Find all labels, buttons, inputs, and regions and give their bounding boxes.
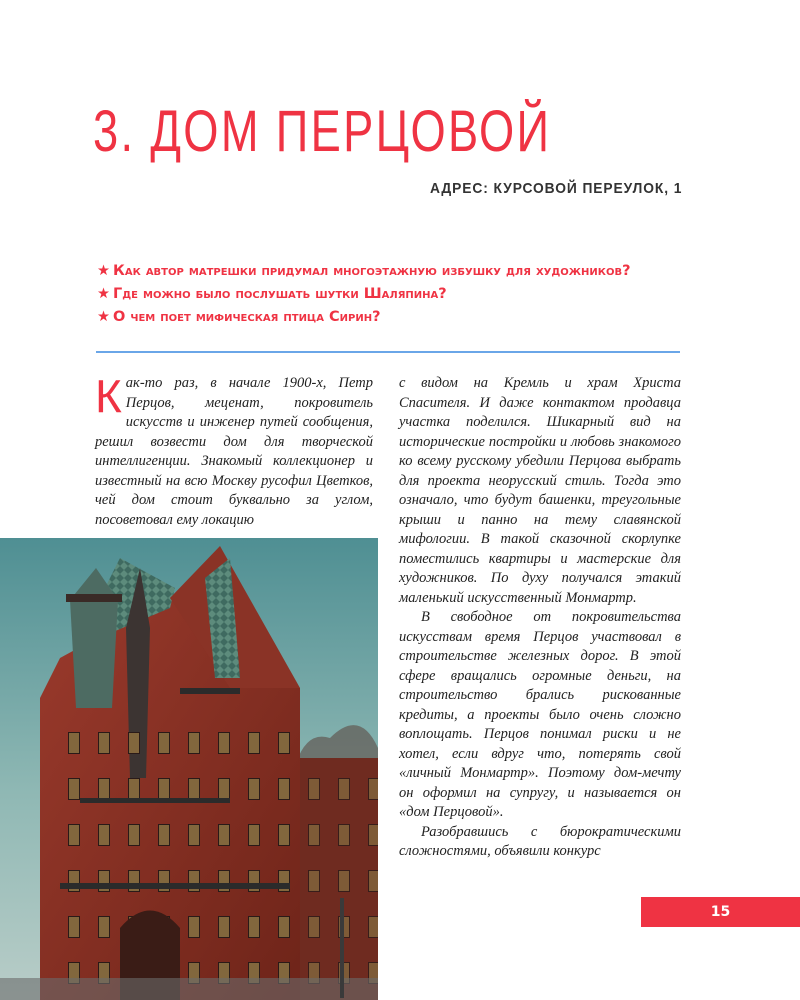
question-item <box>97 283 717 306</box>
question-text: Где можно было послушать шутки Шаляпина? <box>113 286 447 302</box>
address-line: АДРЕС: КУРСОВОЙ ПЕРЕУЛОК, 1 <box>429 180 682 197</box>
page-title: 3. ДОМ ПЕРЦОВОЙ <box>93 99 552 164</box>
star-icon: ★ <box>97 263 110 279</box>
article-paragraph <box>95 370 373 530</box>
page-number: 15 <box>641 897 800 927</box>
article-text: ак-то раз, в начале 1900-х, Петр Перцов, меценат, покровитель искусств и инженер путей сообщения, решил возвести дом для творческой интеллигенции. Знакомый коллекционер и известный на всю Москву русофил Цветков, чей дом стоит буквально за углом, посоветовал ему локацию <box>95 375 373 528</box>
drop-cap: К <box>95 370 122 422</box>
question-text: Как автор матрешки придумал многоэтажную избушку для художников? <box>113 263 631 279</box>
article-paragraph: В свободное от покровительства искусствам время Перцов участвовал в строительстве железных дорог. В этой сфере вращались огромные деньги, на строительство брались рискованные кредиты, а проекты было очень сложно воплощать. Перцов понимал риски и не хотел, если вдруг что, потерять свой «личный Монмартр». Поэтому дом-мечту он оформил на супругу, и называется он «дом Перцовой». <box>399 609 681 820</box>
question-item <box>97 306 717 329</box>
pertsova-house-illustration <box>0 538 378 1000</box>
article-paragraph: с видом на Кремль и храм Христа Спасителя. И даже контактом продавца участка поделился. Шикарный вид на исторические постройки и любовь знакомого ко всему русскому убедили Перцова выбрать для проекта неорусский стиль. Тогда это означало, что будут башенки, треугольные крыши и панно на тему славянской мифологии. В такой сказочной скорлупке поместились квартиры и мастерские для художников. По духу получался этакий маленький искусственный Монмартр. <box>399 375 681 606</box>
questions-list <box>97 260 717 329</box>
question-item <box>97 260 717 283</box>
star-icon: ★ <box>97 286 110 302</box>
question-text: О чем поет мифическая птица Сирин? <box>113 309 381 325</box>
building-photo <box>0 538 378 1000</box>
divider-line <box>96 351 680 353</box>
article-column-left <box>95 370 373 530</box>
star-icon: ★ <box>97 309 110 325</box>
article-column-right <box>399 374 681 862</box>
article-paragraph: Разобравшись с бюрократическими сложностями, объявили конкурс <box>399 823 681 859</box>
